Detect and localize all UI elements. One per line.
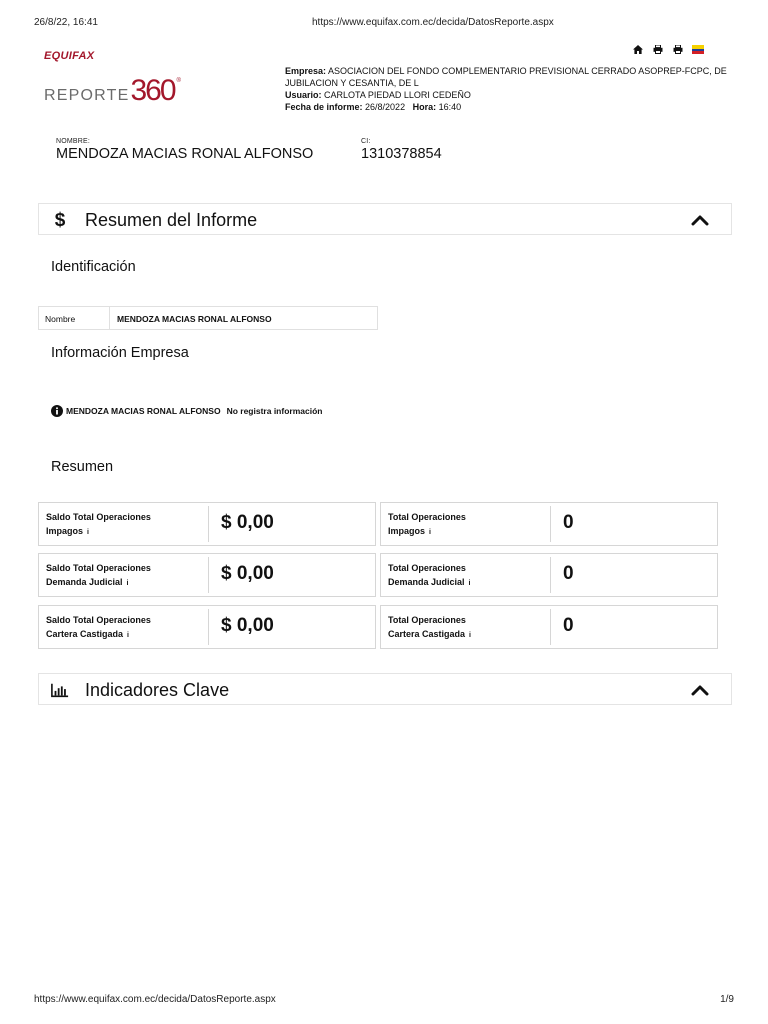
chevron-up-icon[interactable]: [691, 683, 709, 697]
informacion-empresa-message: No registra información: [226, 406, 323, 416]
info-icon[interactable]: i: [429, 529, 431, 536]
summary-card-value: 0: [563, 563, 574, 584]
card-line1: Total Operaciones: [388, 512, 466, 522]
resumen-heading: Resumen: [51, 459, 114, 475]
ecuador-flag-icon[interactable]: [692, 43, 704, 55]
summary-card: [38, 605, 376, 649]
identificacion-heading: Identificación: [51, 259, 136, 275]
print-header: [34, 17, 734, 31]
logo-word: REPORTE: [44, 87, 130, 104]
card-line2: Impagos: [388, 526, 426, 536]
hora-label: Hora:: [412, 102, 437, 112]
resumen-informe-title: Resumen del Informe: [85, 210, 258, 230]
card-divider: [550, 506, 551, 542]
card-line1: Total Operaciones: [388, 563, 466, 573]
informacion-empresa-name: MENDOZA MACIAS RONAL ALFONSO: [66, 406, 221, 416]
card-line2: Cartera Castigada: [46, 629, 124, 639]
summary-card: [38, 502, 376, 546]
summary-card: [380, 502, 718, 546]
ci-label: CI:: [361, 138, 371, 145]
empresa-value: ASOCIACION DEL FONDO COMPLEMENTARIO PREVISIONAL CERRADO ASOPREP-FCPC, DE JUBILACION Y CESANTIA, DE L: [285, 66, 727, 88]
logo-registered: ®: [176, 78, 181, 84]
info-icon[interactable]: i: [87, 529, 89, 536]
identificacion-key: Nombre: [39, 307, 110, 329]
dollar-icon: [51, 210, 69, 230]
fecha-value: 26/8/2022: [365, 102, 406, 112]
card-line1: Saldo Total Operaciones: [46, 512, 151, 522]
card-divider: [208, 609, 209, 645]
card-divider: [550, 609, 551, 645]
identificacion-table: [38, 306, 378, 330]
card-line2: Demanda Judicial: [388, 577, 465, 587]
footer-url: https://www.equifax.com.ec/decida/DatosReporte.aspx: [34, 994, 276, 1005]
usuario-line: [285, 89, 735, 101]
card-divider: [208, 557, 209, 593]
equifax-logo: EQUIFAX: [44, 50, 95, 62]
indicadores-clave-header[interactable]: [38, 673, 732, 705]
info-icon[interactable]: i: [126, 580, 129, 587]
hora-value: 16:40: [438, 102, 462, 112]
report-meta: [285, 65, 735, 113]
summary-card-value: 0: [563, 512, 574, 533]
svg-text:$: $: [54, 210, 66, 230]
reporte-360-logo: [44, 74, 181, 107]
informacion-empresa-heading: Información Empresa: [51, 345, 189, 361]
empresa-label: Empresa:: [285, 66, 327, 76]
empresa-line: [285, 65, 735, 89]
card-line1: Total Operaciones: [388, 615, 466, 625]
print-datetime: 26/8/22, 16:41: [34, 17, 98, 28]
bar-chart-icon: [51, 680, 69, 700]
summary-card-label: [388, 613, 548, 643]
usuario-value: CARLOTA PIEDAD LLORI CEDEÑO: [324, 90, 471, 100]
summary-card: [380, 553, 718, 597]
summary-card-label: [388, 561, 548, 591]
flag-shape: [692, 45, 704, 54]
card-divider: [550, 557, 551, 593]
usuario-label: Usuario:: [285, 90, 322, 100]
logo-number: 360: [130, 74, 175, 107]
summary-card-label: [46, 613, 206, 643]
person-ci-block: [361, 138, 442, 162]
summary-card-label: [388, 510, 548, 540]
fecha-line: [285, 101, 735, 113]
fecha-label: Fecha de informe:: [285, 102, 363, 112]
toolbar: [632, 43, 704, 55]
nombre-label: NOMBRE:: [56, 138, 91, 145]
summary-card-label: [46, 561, 206, 591]
card-divider: [208, 506, 209, 542]
summary-card-value: $ 0,00: [221, 563, 274, 584]
indicadores-clave-title: Indicadores Clave: [85, 680, 230, 700]
print-icon[interactable]: [672, 43, 684, 55]
summary-card: [38, 553, 376, 597]
print-footer: [34, 994, 734, 1008]
info-icon[interactable]: i: [469, 632, 471, 639]
info-icon[interactable]: i: [127, 632, 129, 639]
summary-card-value: $ 0,00: [221, 512, 274, 533]
home-icon[interactable]: [632, 43, 644, 55]
summary-card: [380, 605, 718, 649]
card-line2: Cartera Castigada: [388, 629, 466, 639]
print-url: https://www.equifax.com.ec/decida/DatosReporte.aspx: [312, 17, 554, 28]
identificacion-value: MENDOZA MACIAS RONAL ALFONSO: [117, 314, 272, 324]
card-line2: Demanda Judicial: [46, 577, 123, 587]
nombre-value: MENDOZA MACIAS RONAL ALFONSO: [56, 146, 314, 162]
info-icon[interactable]: i: [468, 580, 471, 587]
summary-card-value: 0: [563, 615, 574, 636]
page-number: 1/9: [720, 994, 734, 1005]
informacion-empresa-line: [51, 405, 322, 417]
chevron-up-icon[interactable]: [691, 213, 709, 227]
card-line1: Saldo Total Operaciones: [46, 615, 151, 625]
ci-value: 1310378854: [361, 146, 442, 162]
info-circle-icon: [51, 405, 63, 417]
resumen-informe-header[interactable]: [38, 203, 732, 235]
summary-card-label: [46, 510, 206, 540]
summary-card-value: $ 0,00: [221, 615, 274, 636]
card-line2: Impagos: [46, 526, 84, 536]
person-name-block: [56, 138, 313, 162]
print-icon[interactable]: [652, 43, 664, 55]
card-line1: Saldo Total Operaciones: [46, 563, 151, 573]
